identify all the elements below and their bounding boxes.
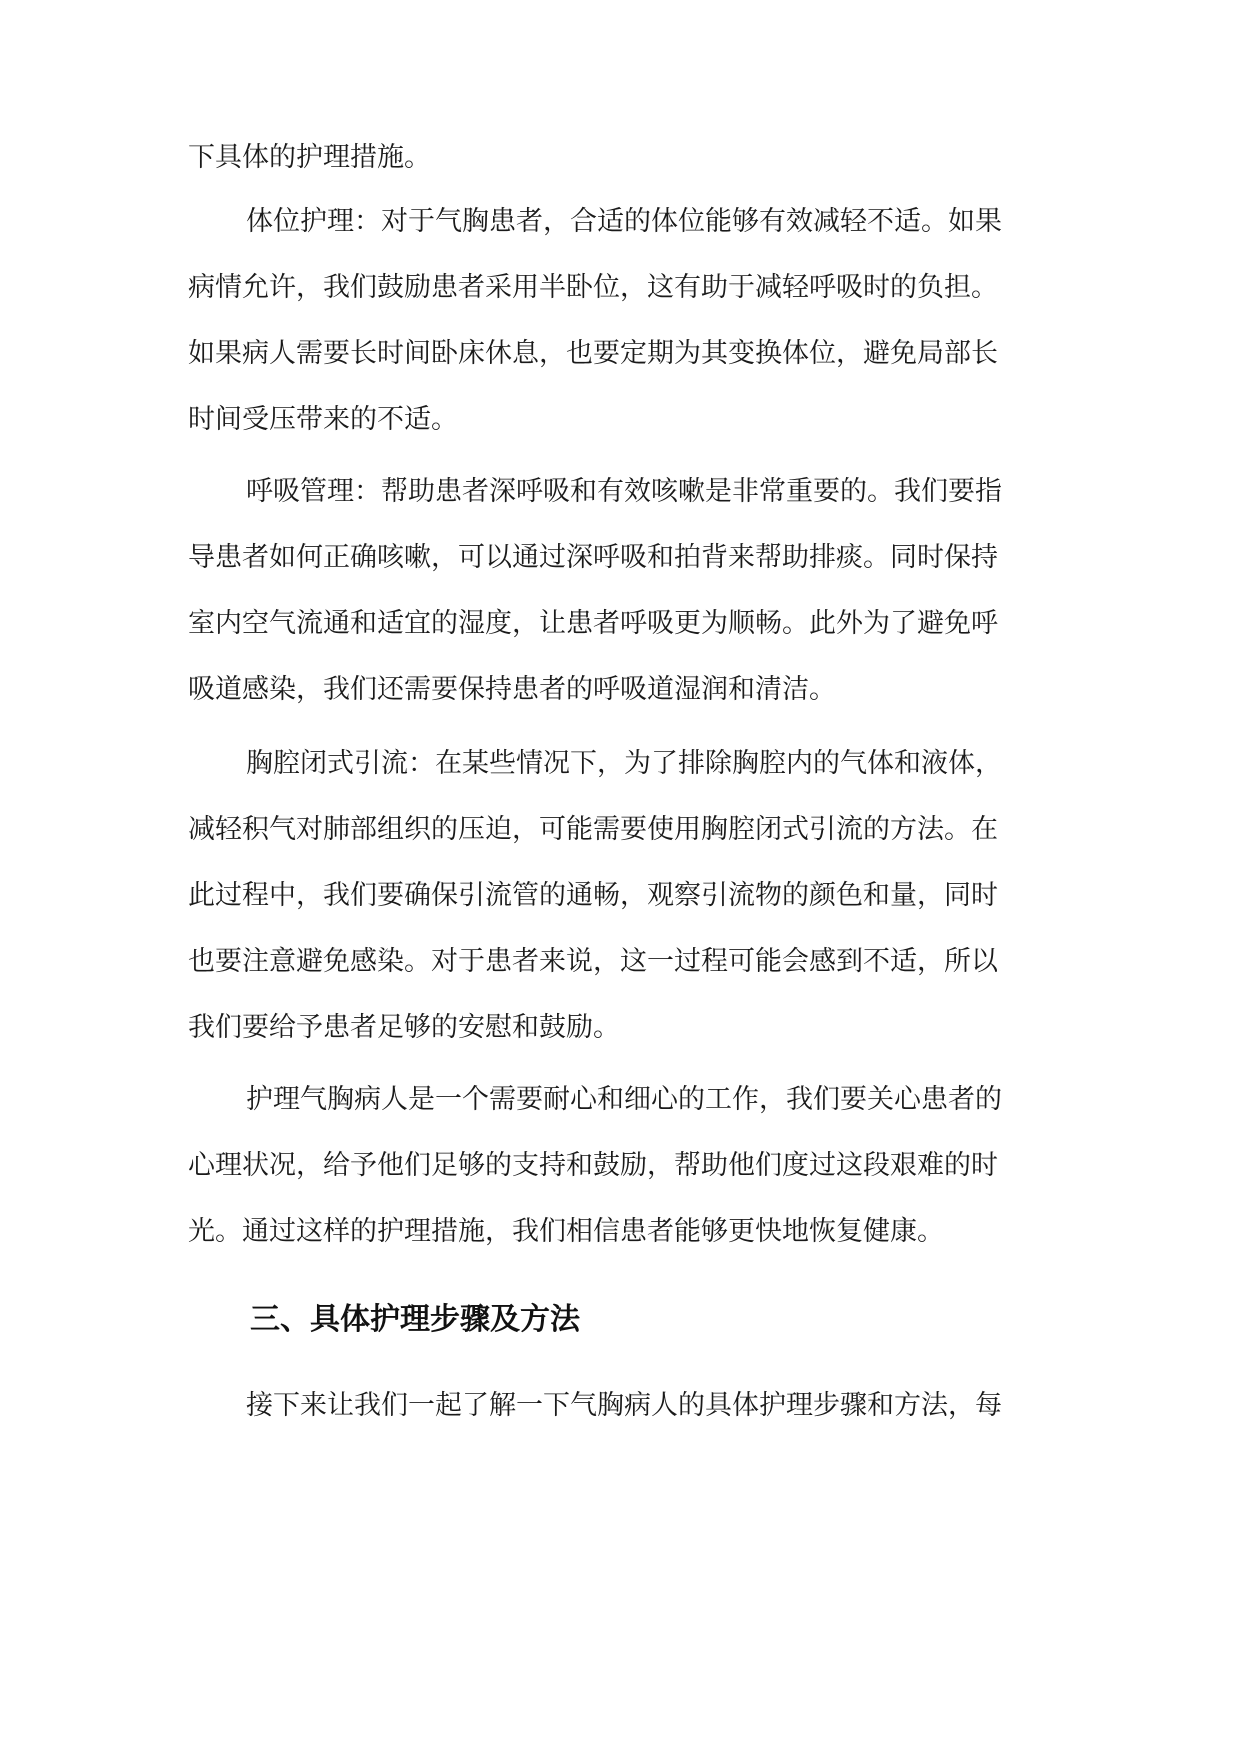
paragraph-line: 体位护理：对于气胸患者，合适的体位能够有效减轻不适。如果 — [246, 206, 1002, 237]
paragraph-line: 接下来让我们一起了解一下气胸病人的具体护理步骤和方法，每 — [246, 1390, 1002, 1421]
paragraph-line: 吸道感染，我们还需要保持患者的呼吸道湿润和清洁。 — [188, 674, 836, 705]
paragraph-line: 也要注意避免感染。对于患者来说，这一过程可能会感到不适，所以 — [188, 946, 998, 977]
paragraph-line: 光。通过这样的护理措施，我们相信患者能够更快地恢复健康。 — [188, 1216, 944, 1247]
section-heading: 三、具体护理步骤及方法 — [250, 1302, 580, 1337]
paragraph-line: 病情允许，我们鼓励患者采用半卧位，这有助于减轻呼吸时的负担。 — [188, 272, 998, 303]
paragraph-line: 胸腔闭式引流：在某些情况下，为了排除胸腔内的气体和液体， — [246, 748, 1002, 779]
paragraph-line: 下具体的护理措施。 — [188, 142, 431, 173]
paragraph-line: 如果病人需要长时间卧床休息，也要定期为其变换体位，避免局部长 — [188, 338, 998, 369]
paragraph-line: 此过程中，我们要确保引流管的通畅，观察引流物的颜色和量，同时 — [188, 880, 998, 911]
paragraph-line: 护理气胸病人是一个需要耐心和细心的工作，我们要关心患者的 — [246, 1084, 1002, 1115]
paragraph-line: 减轻积气对肺部组织的压迫，可能需要使用胸腔闭式引流的方法。在 — [188, 814, 998, 845]
paragraph-line: 室内空气流通和适宜的湿度，让患者呼吸更为顺畅。此外为了避免呼 — [188, 608, 998, 639]
paragraph-line: 我们要给予患者足够的安慰和鼓励。 — [188, 1012, 620, 1043]
paragraph-line: 时间受压带来的不适。 — [188, 404, 458, 435]
paragraph-line: 导患者如何正确咳嗽，可以通过深呼吸和拍背来帮助排痰。同时保持 — [188, 542, 998, 573]
paragraph-line: 心理状况，给予他们足够的支持和鼓励，帮助他们度过这段艰难的时 — [188, 1150, 998, 1181]
paragraph-line: 呼吸管理：帮助患者深呼吸和有效咳嗽是非常重要的。我们要指 — [246, 476, 1002, 507]
